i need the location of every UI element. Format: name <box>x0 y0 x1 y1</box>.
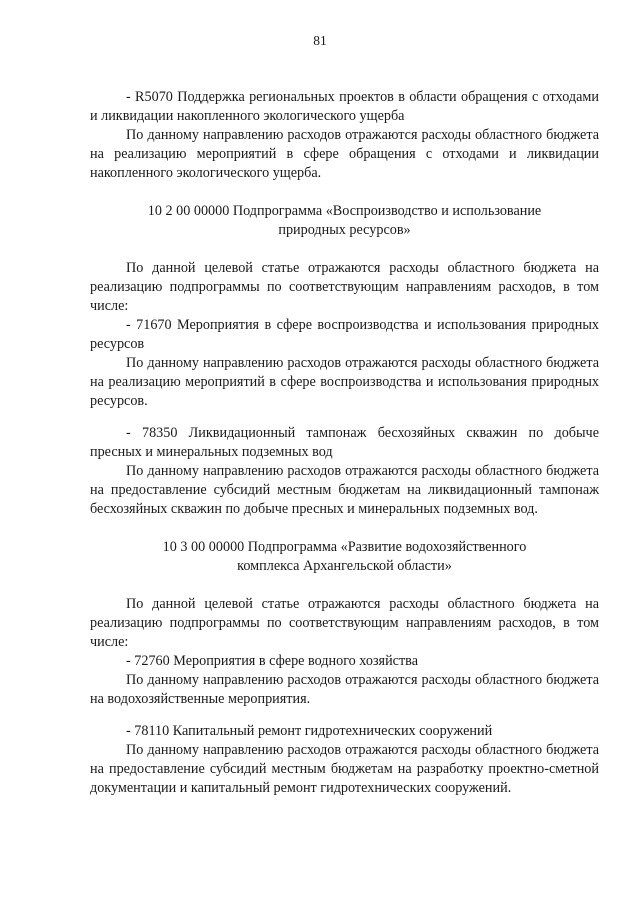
expense-description: По данному направлению расходов отражаются расходы областного бюджета на реализацию мероприятий в сфере воспроизводства и использования природных ресурсов. <box>90 355 599 409</box>
expense-item-71670: - 71670 Мероприятия в сфере воспроизводства и использования природных ресурсов <box>90 317 599 352</box>
subprogram-heading: 10 3 00 00000 Подпрограмма «Развитие водохозяйственного комплекса Архангельской области» <box>162 539 527 574</box>
document-body <box>90 88 599 798</box>
expense-item-72760: - 72760 Мероприятия в сфере водного хозяйства <box>126 653 418 669</box>
subprogram-heading: 10 2 00 00000 Подпрограмма «Воспроизводство и использование природных ресурсов» <box>147 203 542 238</box>
expense-description: По данному направлению расходов отражаются расходы областного бюджета на реализацию мероприятий в сфере обращения с отходами и ликвидации накопленного экологического ущерба. <box>90 127 599 181</box>
expense-description: По данному направлению расходов отражаются расходы областного бюджета на предоставление субсидий местным бюджетам на ликвидационный тампонаж бесхозяйных скважин по добыче пресных и минеральных подземных вод. <box>90 463 599 517</box>
expense-description: По данному направлению расходов отражаются расходы областного бюджета на предоставление субсидий местным бюджетам на разработку проектно-сметной документации и капитальный ремонт гидротехнических сооружений. <box>90 742 599 796</box>
subprogram-description: По данной целевой статье отражаются расходы областного бюджета на реализацию подпрограммы по соответствующим направлениям расходов, в том числе: <box>90 596 599 650</box>
expense-item-78110: - 78110 Капитальный ремонт гидротехнических сооружений <box>126 723 493 739</box>
subprogram-description: По данной целевой статье отражаются расходы областного бюджета на реализацию подпрограммы по соответствующим направлениям расходов, в том числе: <box>90 260 599 314</box>
expense-item-78350: - 78350 Ликвидационный тампонаж бесхозяйных скважин по добыче пресных и минеральных подземных вод <box>90 425 599 460</box>
page-number: 81 <box>313 33 327 48</box>
expense-description: По данному направлению расходов отражаются расходы областного бюджета на водохозяйственные мероприятия. <box>90 672 599 707</box>
expense-item-r5070: - R5070 Поддержка региональных проектов в области обращения с отходами и ликвидации накопленного экологического ущерба <box>90 89 599 124</box>
